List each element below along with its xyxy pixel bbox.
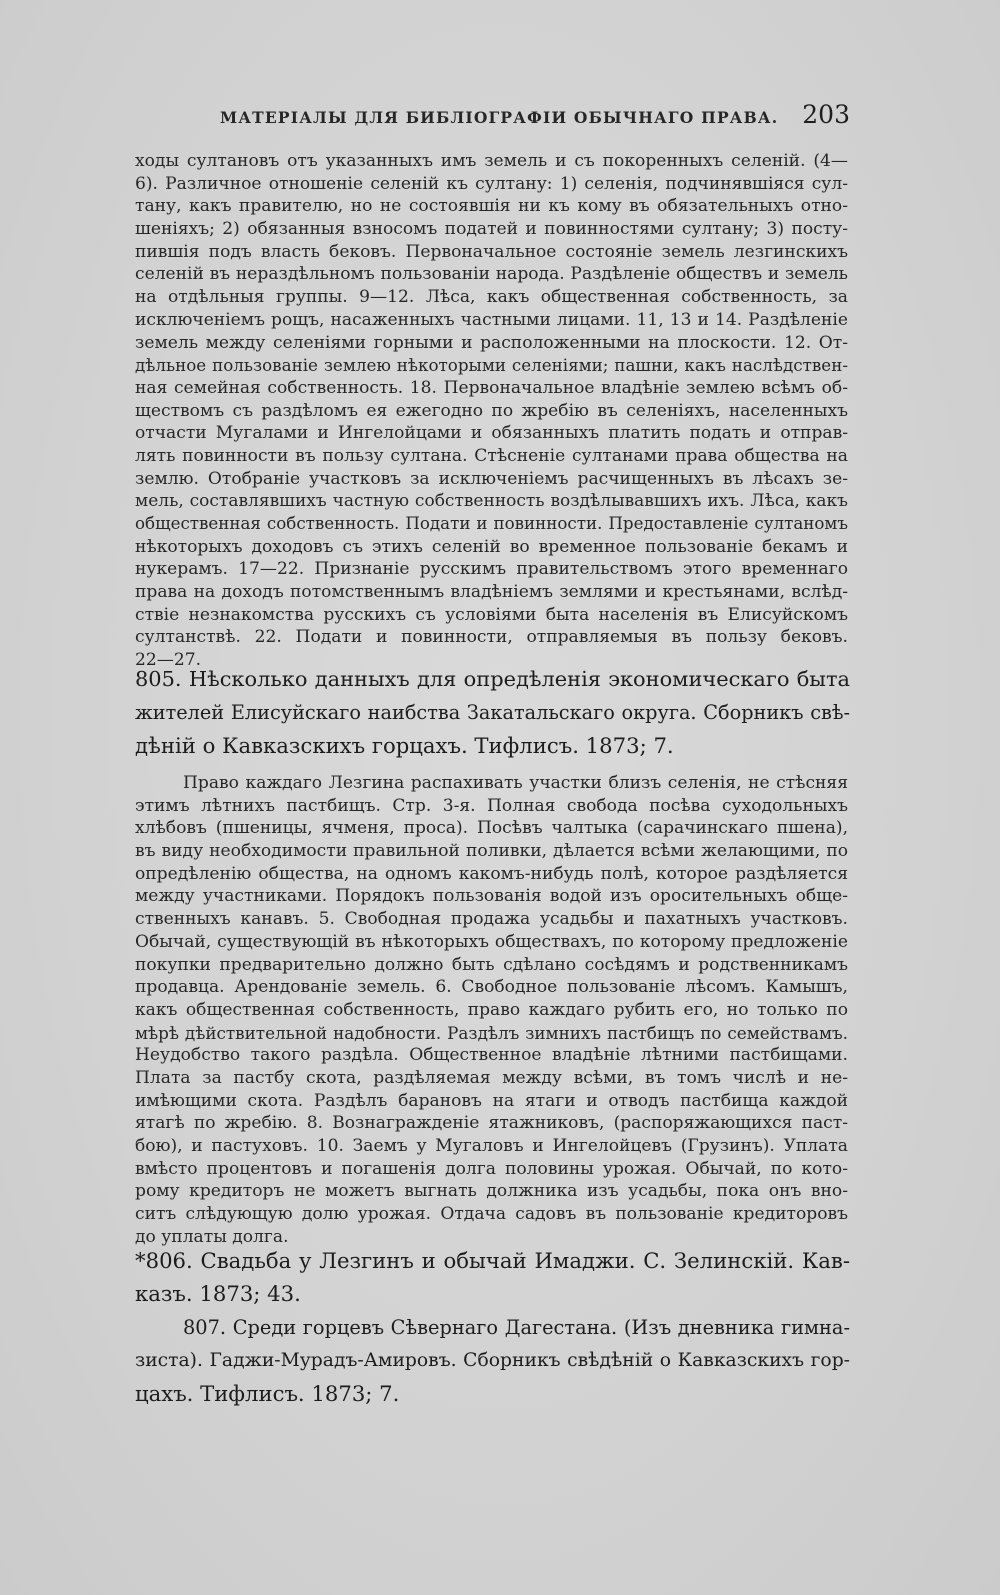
text-line: рому кредиторъ не можетъ выгнать должника изъ усадьбы, пока онъ вно- [135,1181,848,1202]
heading-line: жителей Елисуйскаго наибства Закатальскаго округа. Сборникъ свѣ- [135,701,850,724]
running-title: МАТЕРІАЛЫ ДЛЯ БИБЛІОГРАФІИ ОБЫЧНАГО ПРАВА. [220,108,779,127]
text-line: имѣющими скота. Раздѣлъ барановъ на ятаги и отводъ пастбища каждой [135,1090,848,1111]
text-line: 22—27. [135,650,202,671]
text-line: бою), и пастуховъ. 10. Заемъ у Мугаловъ и Ингелойцевъ (Грузинъ). Уплата [135,1136,848,1156]
text-line: въ виду необходимости правильной поливки, дѣлается всѣми желающими, по [135,841,848,862]
text-line: шеніяхъ; 2) обязанныя взносомъ податей и повинностями султану; 3) посту- [135,219,848,240]
page-number: 203 [802,100,850,129]
text-line: Обычай, существующій въ нѣкоторыхъ обществахъ, по которому предложеніе [135,931,848,952]
heading-line: 805. Нѣсколько данныхъ для опредѣленія экономическаго быта [135,667,850,691]
heading-line: цахъ. Тифлисъ. 1873; 7. [135,1381,400,1406]
heading-line: дѣній о Кавказскихъ горцахъ. Тифлисъ. 1873; 7. [135,733,674,758]
text-line: ная семейная собственность. 18. Первоначальное владѣніе землею всѣмъ об- [135,377,848,398]
text-line: этимъ лѣтнихъ пастбищъ. Стр. 3-я. Полная свобода посѣва суходольныхъ [135,795,848,816]
text-line: Неудобство такого раздѣла. Общественное владѣніе лѣтними пастбищами. [135,1045,848,1066]
entry-806-heading [135,1244,850,1310]
text-line: земель между селеніями горными и расположенными на плоскости. 12. От- [135,332,848,353]
text-line: между участниками. Порядокъ пользованія водой изъ оросительныхъ обще- [135,886,848,907]
text-line: Плата за пастбу скота, раздѣляемая между всѣми, въ томъ числѣ и не- [135,1067,848,1088]
text-line: ятагѣ по жребію. 8. Вознагражденіе ятажниковъ, (распоряжающихся паст- [135,1113,848,1134]
text-line: пившія подъ власть бековъ. Первоначальное состояніе земель лезгинскихъ [135,241,848,262]
text-line: ствіе незнакомства русскихъ съ условіями быта населенія въ Елисуйскомъ [135,604,848,625]
text-line: исключеніемъ рощъ, насаженныхъ частными лицами. 11, 13 и 14. Раздѣленіе [135,309,848,330]
text-line: ществомъ съ раздѣломъ ея ежегодно по жребію въ селеніяхъ, населенныхъ [135,400,848,421]
text-line: права на доходъ потомственнымъ владѣніемъ землями и крестьянами, вслѣд- [135,582,848,603]
text-line: селеній въ нераздѣльномъ пользованіи народа. Раздѣленіе обществъ и земель [135,264,848,285]
text-line: опредѣленію общества, на одномъ какомъ-нибудь полѣ, которое раздѣляется [135,863,848,884]
text-line: нѣкоторыхъ доходовъ съ этихъ селеній во временное пользованіе бекамъ и [135,536,848,557]
heading-line: *806. Свадьба у Лезгинъ и обычай Имаджи. С. Зелинскій. Кав- [135,1248,850,1273]
heading-line: казъ. 1873; 43. [135,1281,301,1306]
text-line: лять повинности въ пользу султана. Стѣсненіе султанами права общества на [135,445,848,466]
text-line: 6). Различное отношеніе селеній къ султану: 1) селенія, подчинявшіяся сул- [135,173,848,194]
text-line: султанствѣ. 22. Подати и повинности, отправляемыя въ пользу бековъ. [135,627,848,648]
entry-805-heading [135,663,850,762]
text-line: вмѣсто процентовъ и погашенія долга половины урожая. Обычай, по кото- [135,1158,848,1179]
entry-807-heading [135,1311,850,1410]
text-line: мель, составлявшихъ частную собственность воздѣлывавшихъ ихъ. Лѣса, какъ [135,491,848,512]
entry-804-abstract [135,150,848,672]
text-line: на отдѣльныя группы. 9—12. Лѣса, какъ общественная собственность, за [135,287,848,308]
text-line: Право каждаго Лезгина распахивать участки близъ селенія, не стѣсняя [183,773,848,793]
text-line: ситъ слѣдующую долю урожая. Отдача садовъ въ пользованіе кредиторовъ [135,1204,848,1225]
text-line: продавца. Арендованіе земель. 6. Свободное пользованіе лѣсомъ. Камышъ, [135,977,848,998]
text-line: тану, какъ правителю, но не состоявшія ни къ кому въ обязательныхъ отно- [135,196,848,217]
text-line: ходы султановъ отъ указанныхъ имъ земель и съ покоренныхъ селеній. (4— [135,151,848,171]
entry-805-abstract [135,772,848,1248]
text-line: покупки предварительно должно быть сдѣлано сосѣдямъ и родственникамъ [135,954,848,975]
page-header [135,100,850,132]
text-line: общественная собственность. Подати и повинности. Предоставленіе султаномъ [135,514,848,533]
heading-line: 807. Среди горцевъ Сѣвернаго Дагестана. (Изъ дневника гимна- [183,1316,850,1339]
text-line: дѣльное пользованіе землею нѣкоторыми селеніями; пашни, какъ наслѣдствен- [135,355,848,376]
text-line: до уплаты долга. [135,1226,289,1247]
text-line: землю. Отобраніе участковъ за исключеніемъ расчищенныхъ въ лѣсахъ зе- [135,468,848,489]
text-line: отчасти Мугалами и Ингелойцами и обязанныхъ платить подать и отправ- [135,423,848,444]
text-line: мѣрѣ дѣйствительной надобности. Раздѣлъ зимнихъ пастбищъ по семействамъ. [135,1022,848,1043]
text-line: ственныхъ канавъ. 5. Свободная продажа усадьбы и пахатныхъ участковъ. [135,909,848,930]
text-line: какъ общественная собственность, право каждаго рубить его, но только по [135,999,848,1020]
text-line: нукерамъ. 17—22. Признаніе русскимъ правительствомъ этого временнаго [135,559,848,580]
heading-line: зиста). Гаджи-Мурадъ-Амировъ. Сборникъ свѣдѣній о Кавказскихъ гор- [135,1350,850,1371]
text-line: хлѣбовъ (пшеницы, ячменя, проса). Посѣвъ чалтыка (сарачинскаго пшена), [135,818,848,839]
